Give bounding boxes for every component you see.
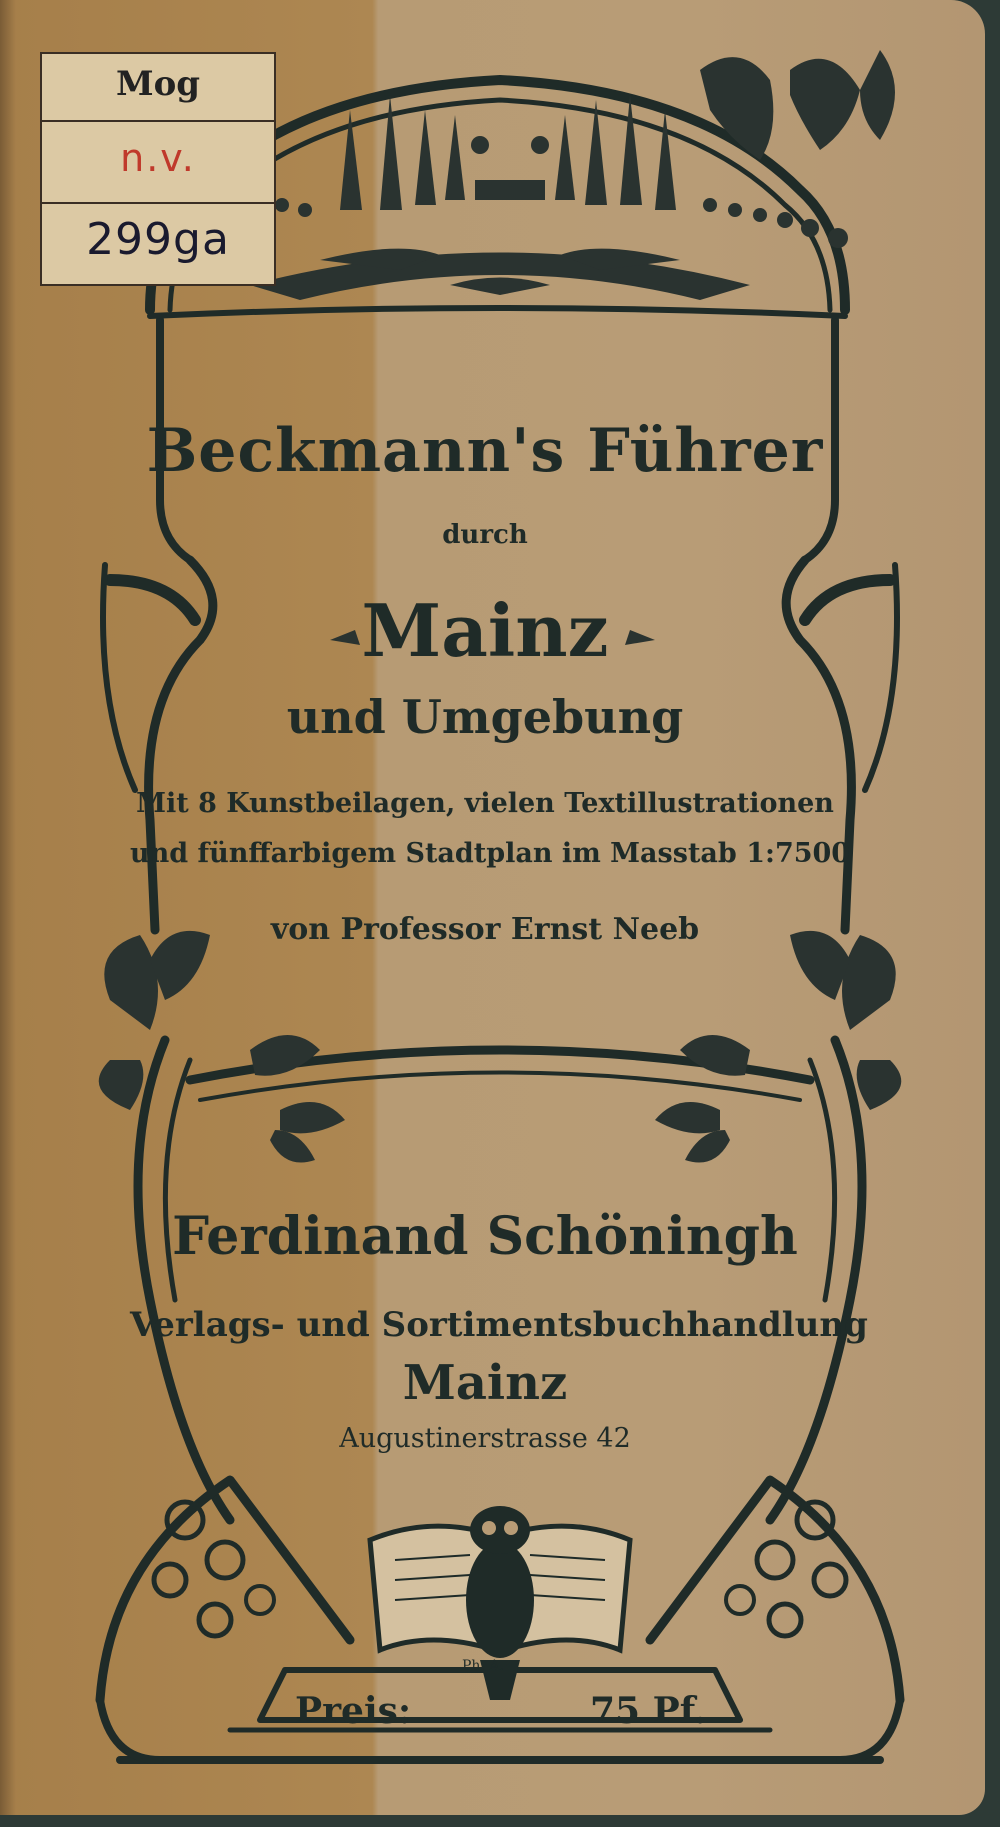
label-divider xyxy=(42,202,274,204)
emblem-initials: Ph. A. xyxy=(462,1658,504,1674)
label-divider xyxy=(42,120,274,122)
publisher-city: Mainz xyxy=(402,1355,568,1411)
author: von Professor Ernst Neeb xyxy=(270,912,700,947)
publisher-address: Augustinerstrasse 42 xyxy=(339,1423,631,1454)
label-line-1: Mog xyxy=(115,64,201,104)
title-connector: durch xyxy=(442,520,528,550)
description-line-2: und fünffarbigem Stadtplan im Masstab 1:7500 xyxy=(130,838,851,869)
garden-scene-icon xyxy=(250,95,750,300)
subtitle: und Umgebung xyxy=(286,690,684,744)
price-label: Preis: xyxy=(295,1690,412,1732)
label-line-3: 299ga xyxy=(86,214,230,265)
description-line-1: Mit 8 Kunstbeilagen, vielen Textillustrationen xyxy=(136,788,834,819)
price-value: 75 Pf. xyxy=(590,1690,707,1732)
label-line-2: n.v. xyxy=(120,136,196,180)
library-label xyxy=(40,52,276,286)
publisher-name: Ferdinand Schöningh xyxy=(172,1206,798,1267)
book-title: Beckmann's Führer xyxy=(146,416,824,486)
city-title: Mainz xyxy=(361,588,609,673)
publisher-type: Verlags- und Sortimentsbuchhandlung xyxy=(130,1305,868,1345)
